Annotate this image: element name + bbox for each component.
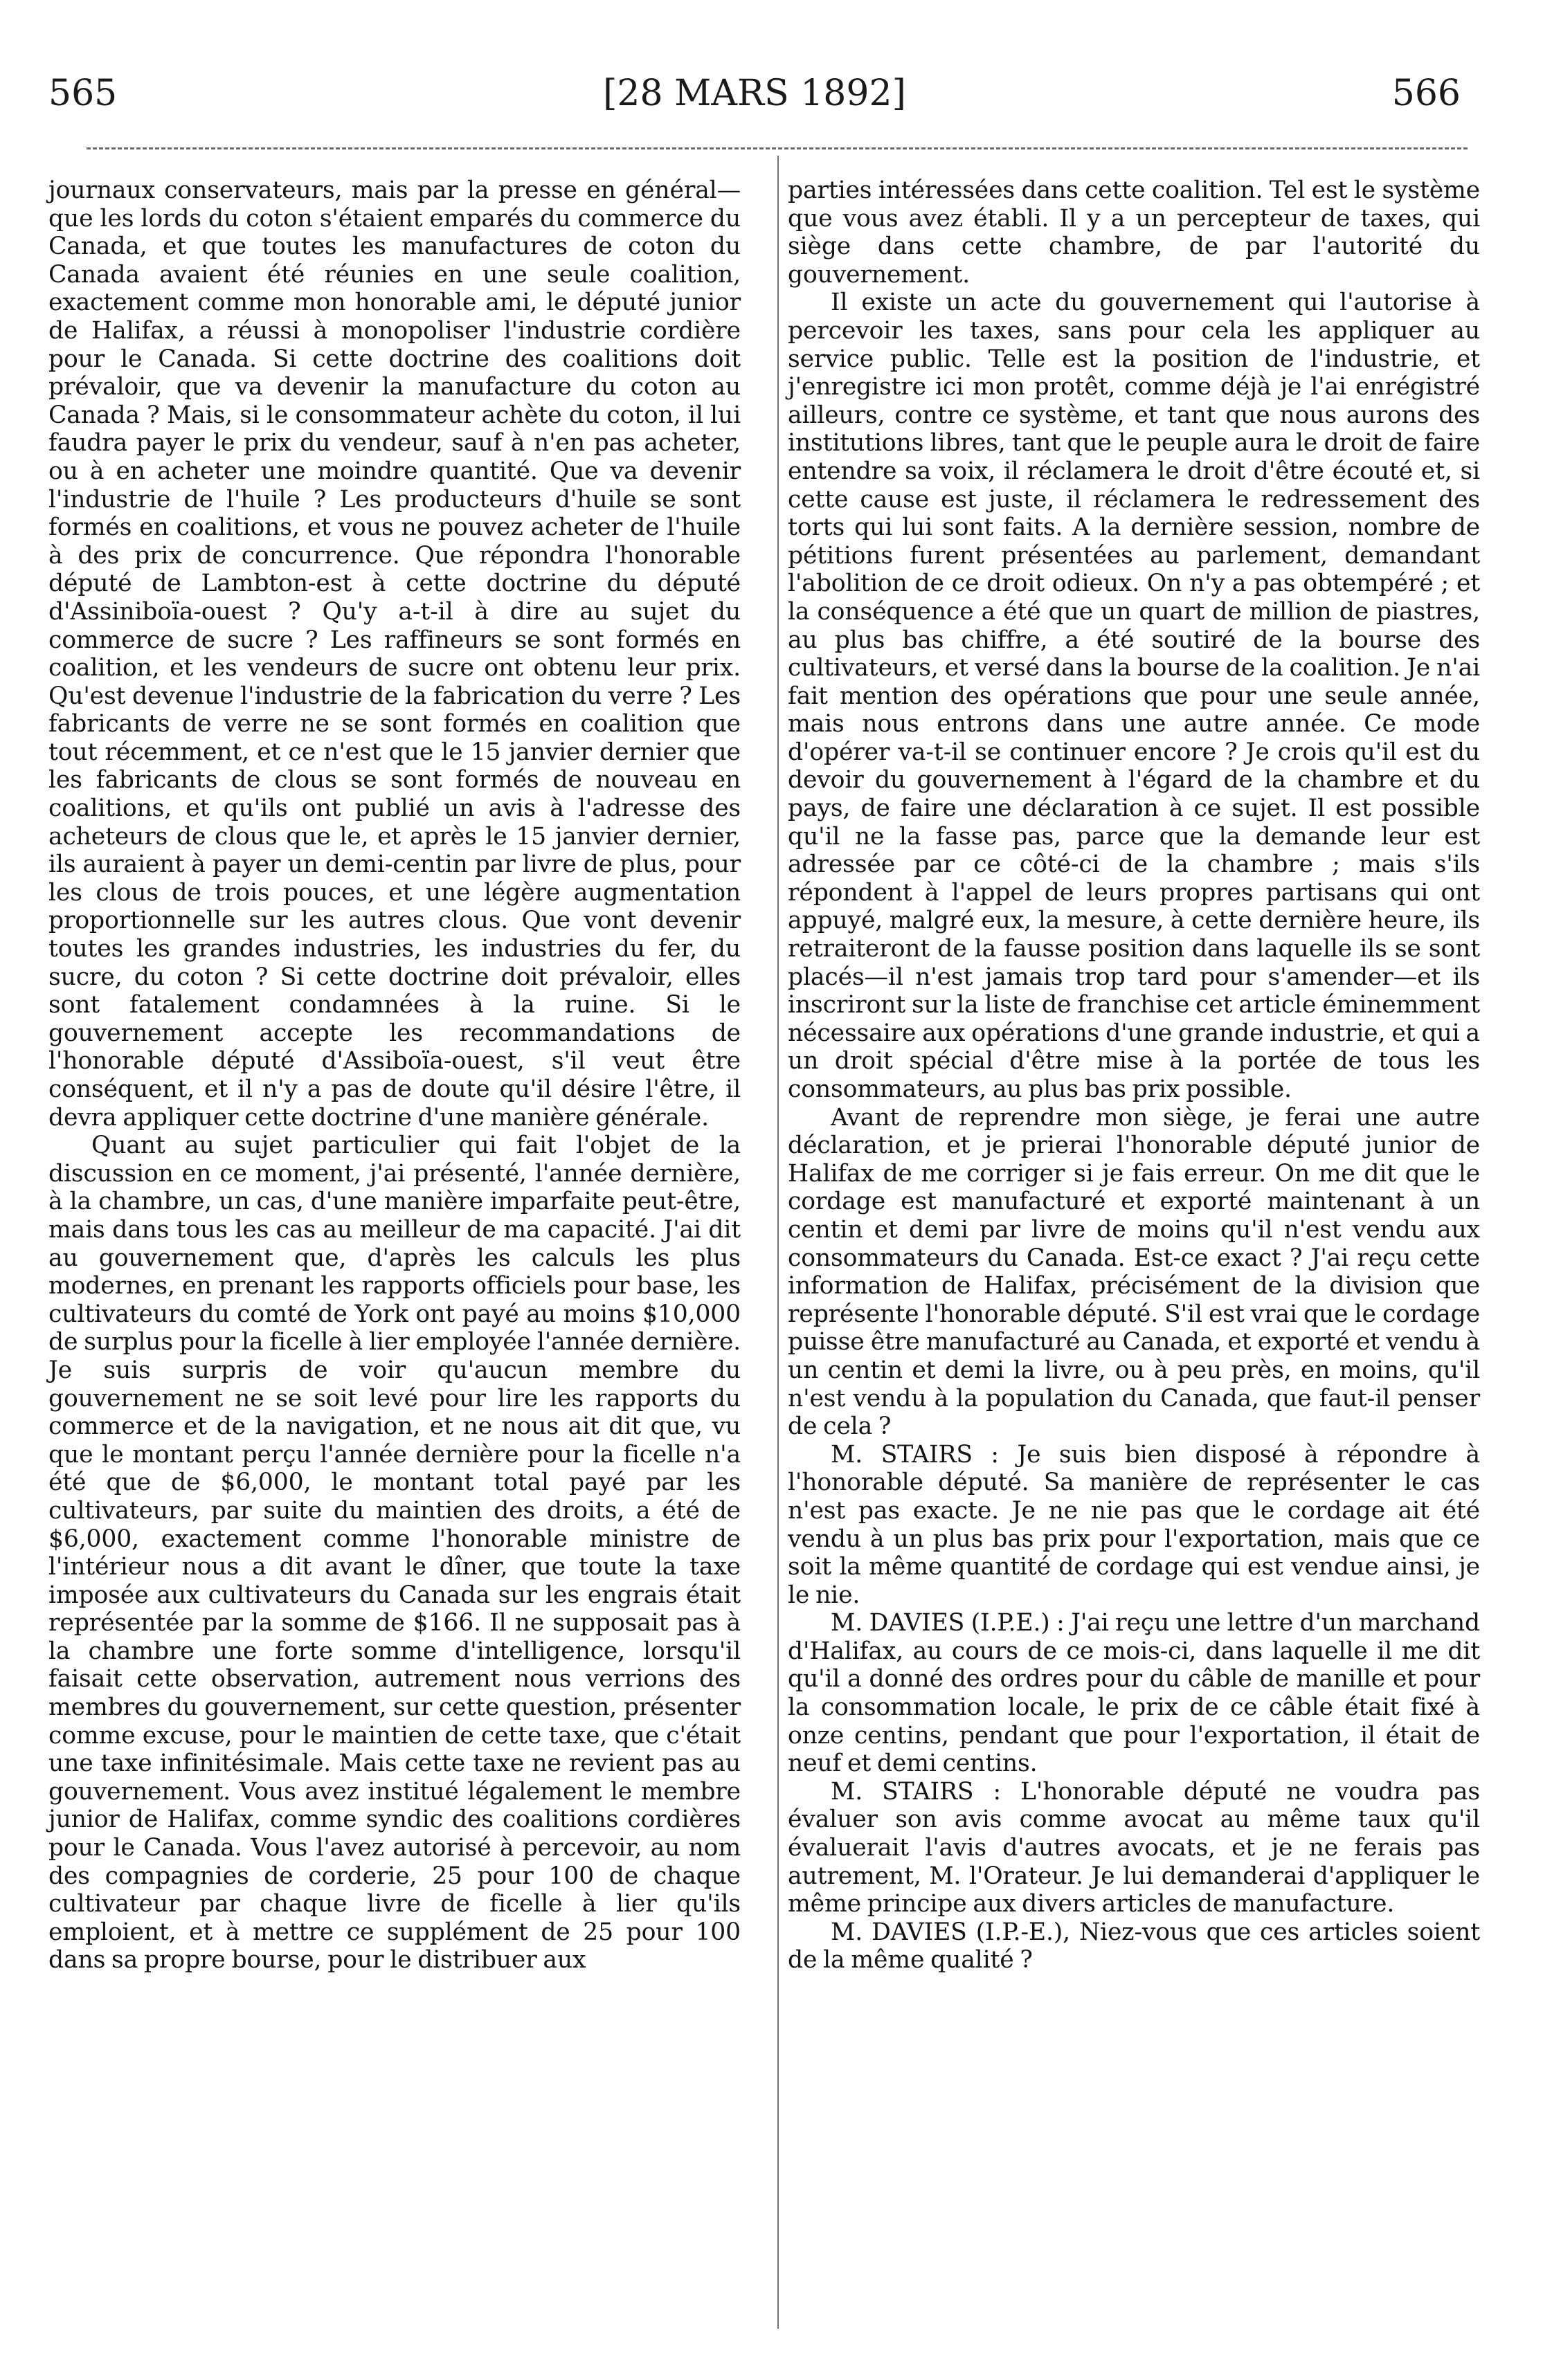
right-column <box>788 176 1480 1974</box>
paragraph: M. STAIRS : Je suis bien disposé à répondre à l'honorable député. Sa manière de représenter le cas n'est pas exacte. Je ne nie pas que le cordage ait été vendu à un plus bas prix pour l'exportation, mais que ce soit la même quantité de cordage qui est vendue ainsi, je le nie. <box>788 1440 1480 1609</box>
column-divider <box>777 156 779 2329</box>
header-rule <box>87 147 1468 149</box>
paragraph: journaux conservateurs, mais par la presse en général—que les lords du coton s'étaient emparés du commerce du Canada, et que toutes les manufactures de coton du Canada avaient été réunies en une seule coalition, exactement comme mon honorable ami, le député junior de Halifax, a réussi à monopoliser l'industrie cordière pour le Canada. Si cette doctrine des coalitions doit prévaloir, que va devenir la manufacture du coton au Canada ? Mais, si le consommateur achète du coton, il lui faudra payer le prix du vendeur, sauf à n'en pas acheter, ou à en acheter une moindre quantité. Que va devenir l'industrie de l'huile ? Les producteurs d'huile se sont formés en coalitions, et vous ne pouvez acheter de l'huile à des prix de concurrence. Que répondra l'honorable député de Lambton-est à cette doctrine du député d'Assiniboïa-ouest ? Qu'y a-t-il à dire au sujet du commerce de sucre ? Les raffineurs se sont formés en coalition, et les vendeurs de sucre ont obtenu leur prix. Qu'est devenue l'industrie de la fabrication du verre ? Les fabricants de verre ne se sont formés en coalition que tout récemment, et ce n'est que le 15 janvier dernier que les fabricants de clous se sont formés de nouveau en coalitions, et qu'ils ont publié un avis à l'adresse des acheteurs de clous que le, et après le 15 janvier dernier, ils auraient à payer un demi-centin par livre de plus, pour les clous de trois pouces, et une légère augmentation proportionnelle sur les autres clous. Que vont devenir toutes les grandes industries, les industries du fer, du sucre, du coton ? Si cette doctrine doit prévaloir, elles sont fatalement condamnées à la ruine. Si le gouvernement accepte les recommandations de l'honorable député d'Assiboïa-ouest, s'il veut être conséquent, et il n'y a pas de doute qu'il désire l'être, il devra appliquer cette doctrine d'une manière générale. <box>48 176 741 1132</box>
paragraph: parties intéressées dans cette coalition. Tel est le système que vous avez établi. Il y a un percepteur de taxes, qui siège dans cette chambre, de par l'autorité du gouvernement. <box>788 176 1480 289</box>
paragraph: M. DAVIES (I.P.E.) : J'ai reçu une lettre d'un marchand d'Halifax, au cours de ce mois-ci, dans laquelle il me dit qu'il a donné des ordres pour du câble de manille et pour la consommation locale, le prix de ce câble était fixé à onze centins, pendant que pour l'exportation, il était de neuf et demi centins. <box>788 1609 1480 1778</box>
paragraph: Quant au sujet particulier qui fait l'objet de la discussion en ce moment, j'ai présenté, l'année dernière, à la chambre, un cas, d'une manière imparfaite peut-être, mais dans tous les cas au meilleur de ma capacité. J'ai dit au gouvernement que, d'après les calculs les plus modernes, en prenant les rapports officiels pour base, les cultivateurs du comté de York ont payé au moins $10,000 de surplus pour la ficelle à lier employée l'année dernière. Je suis surpris de voir qu'aucun membre du gouvernement ne se soit levé pour lire les rapports du commerce et de la navigation, et ne nous ait dit que, vu que le montant perçu l'année dernière pour la ficelle n'a été que de $6,000, le montant total payé par les cultivateurs, par suite du maintien des droits, a été de $6,000, exactement comme l'honorable ministre de l'intérieur nous a dit avant le dîner, que toute la taxe imposée aux cultivateurs du Canada sur les engrais était représentée par la somme de $166. Il ne supposait pas à la chambre une forte somme d'intelligence, lorsqu'il faisait cette observation, autrement nous verrions des membres du gouvernement, sur cette question, présenter comme excuse, pour le maintien de cette taxe, que c'était une taxe infinitésimale. Mais cette taxe ne revient pas au gouvernement. Vous avez institué légalement le membre junior de Halifax, comme syndic des coalitions cordières pour le Canada. Vous l'avez autorisé à percevoir, au nom des compagnies de corderie, 25 pour 100 de chaque cultivateur par chaque livre de ficelle à lier qu'ils emploient, et à mettre ce supplément de 25 pour 100 dans sa propre bourse, pour le distribuer aux <box>48 1132 741 1974</box>
paragraph: M. STAIRS : L'honorable député ne voudra pas évaluer son avis comme avocat au même taux qu'il évaluerait l'avis d'autres avocats, et je ne ferais pas autrement, M. l'Orateur. Je lui demanderai d'appliquer le même principe aux divers articles de manufacture. <box>788 1777 1480 1918</box>
paragraph: Avant de reprendre mon siège, je ferai une autre déclaration, et je prierai l'honorable député junior de Halifax de me corriger si je fais erreur. On me dit que le cordage est manufacturé et exporté maintenant à un centin et demi par livre de moins qu'il n'est vendu aux consommateurs du Canada. Est-ce exact ? J'ai reçu cette information de Halifax, précisément de la division que représente l'honorable député. S'il est vrai que le cordage puisse être manufacturé au Canada, et exporté et vendu à un centin et demi la livre, ou à peu près, en moins, qu'il n'est vendu à la population du Canada, que faut-il penser de cela ? <box>788 1103 1480 1441</box>
page-number-right: 566 <box>1391 73 1461 114</box>
paragraph: Il existe un acte du gouvernement qui l'autorise à percevoir les taxes, sans pour cela les appliquer au service public. Telle est la position de l'industrie, et j'enregistre ici mon protêt, comme déjà je l'ai enrégistré ailleurs, contre ce système, et tant que nous aurons des institutions libres, tant que le peuple aura le droit de faire entendre sa voix, il réclamera le droit d'être écouté et, si cette cause est juste, il réclamera le redressement des torts qui lui sont faits. A la dernière session, nombre de pétitions furent présentées au parlement, demandant l'abolition de ce droit odieux. On n'y a pas obtempéré ; et la conséquence a été que un quart de million de piastres, au plus bas chiffre, a été soutiré de la bourse des cultivateurs, et versé dans la bourse de la coalition. Je n'ai fait mention des opérations que pour une seule année, mais nous entrons dans une autre année. Ce mode d'opérer va-t-il se continuer encore ? Je crois qu'il est du devoir du gouvernement à l'égard de la chambre et du pays, de faire une déclaration à ce sujet. Il est possible qu'il ne la fasse pas, parce que la demande leur est adressée par ce côté-ci de la chambre ; mais s'ils répondent à l'appel de leurs propres partisans qui ont appuyé, malgré eux, la mesure, à cette dernière heure, ils retraiteront de la fausse position dans laquelle ils se sont placés—il n'est jamais trop tard pour s'amender—et ils inscriront sur la liste de franchise cet article éminemment nécessaire aux opérations d'une grande industrie, et qui a un droit spécial d'être mise à la portée de tous les consommateurs, au plus bas prix possible. <box>788 289 1480 1103</box>
left-column <box>48 176 741 1974</box>
page-header <box>48 73 1461 121</box>
header-date: [28 MARS 1892] <box>603 73 906 114</box>
page-number-left: 565 <box>48 73 118 114</box>
paragraph: M. DAVIES (I.P.-E.), Niez-vous que ces articles soient de la même qualité ? <box>788 1918 1480 1974</box>
